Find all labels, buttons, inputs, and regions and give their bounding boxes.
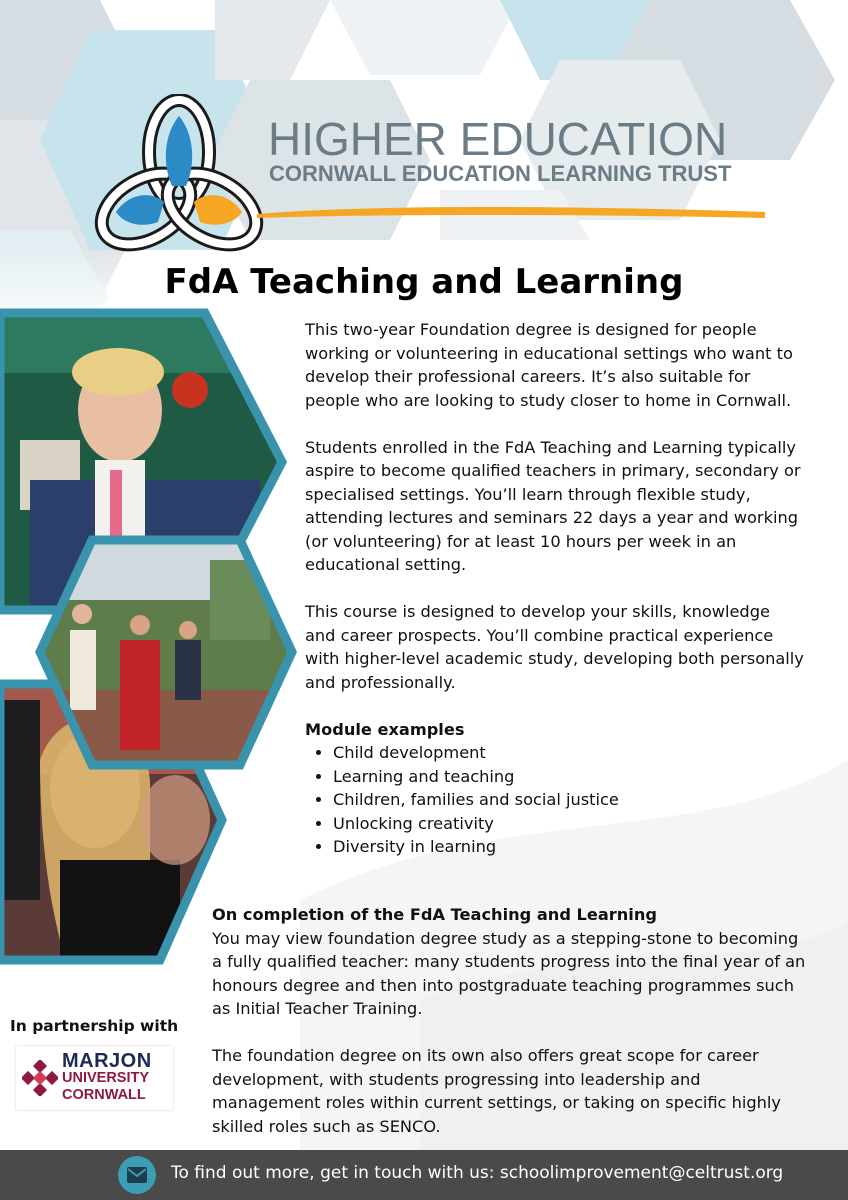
- marjon-line-3: CORNWALL: [62, 1087, 146, 1103]
- mail-icon: [118, 1156, 156, 1194]
- intro-paragraph-1: This two-year Foundation degree is designed for people working or volunteering in educational settings who want to develop their professional careers. It’s also suitable for people who are looking to study closer to home in Cornwall.: [305, 320, 793, 410]
- page-title: FdA Teaching and Learning: [164, 262, 684, 302]
- marjon-line-2: UNIVERSITY: [62, 1070, 150, 1086]
- partnership-label: In partnership with: [10, 1017, 179, 1035]
- list-item: • Children, families and social justice: [333, 788, 805, 812]
- celtrust-logo-icon: [94, 94, 264, 259]
- modules-heading: Module examples: [305, 719, 465, 739]
- intro-paragraph-2: Students enrolled in the FdA Teaching and Learning typically aspire to become qualified teachers in primary, secondary or specialised settings. You’ll learn through flexible study, attending lectures and seminars 22 days a year and working (or volunteering) for at least 10 hours per week in an educational setting.: [305, 437, 801, 574]
- modules-list: [305, 741, 805, 859]
- completion-paragraph-2: The foundation degree on its own also offers great scope for career development, with students progressing into leadership and management roles within current settings, or taking on specific highly skilled roles such as SENCO.: [212, 1046, 781, 1136]
- marjon-logo: [16, 1046, 173, 1110]
- header-title: HIGHER EDUCATION: [268, 113, 728, 165]
- list-item: • Diversity in learning: [333, 835, 805, 859]
- completion-paragraph-1: You may view foundation degree study as a stepping-stone to becoming a fully qualified teacher: many students progress into the final year of an honours degree and then into postgraduate teaching programmes such as Initial Teacher Training.: [212, 928, 806, 1018]
- intro-paragraph-3: This course is designed to develop your skills, knowledge and career prospects. You’ll combine practical experience with higher-level academic study, developing both personally and professionally.: [305, 602, 804, 692]
- orange-swoosh: [255, 200, 767, 222]
- marjon-diamond-icon: [22, 1060, 58, 1096]
- list-item: • Child development: [333, 741, 805, 765]
- list-item: • Learning and teaching: [333, 765, 805, 789]
- completion-heading: On completion of the FdA Teaching and Learning: [212, 905, 657, 924]
- intro-section: [305, 318, 805, 859]
- header-subtitle: CORNWALL EDUCATION LEARNING TRUST: [269, 161, 732, 186]
- completion-section: [212, 903, 812, 1138]
- footer-contact-text[interactable]: To find out more, get in touch with us: schoolimprovement@celtrust.org: [171, 1163, 784, 1183]
- list-item: • Unlocking creativity: [333, 812, 805, 836]
- marjon-line-1: MARJON: [62, 1050, 152, 1072]
